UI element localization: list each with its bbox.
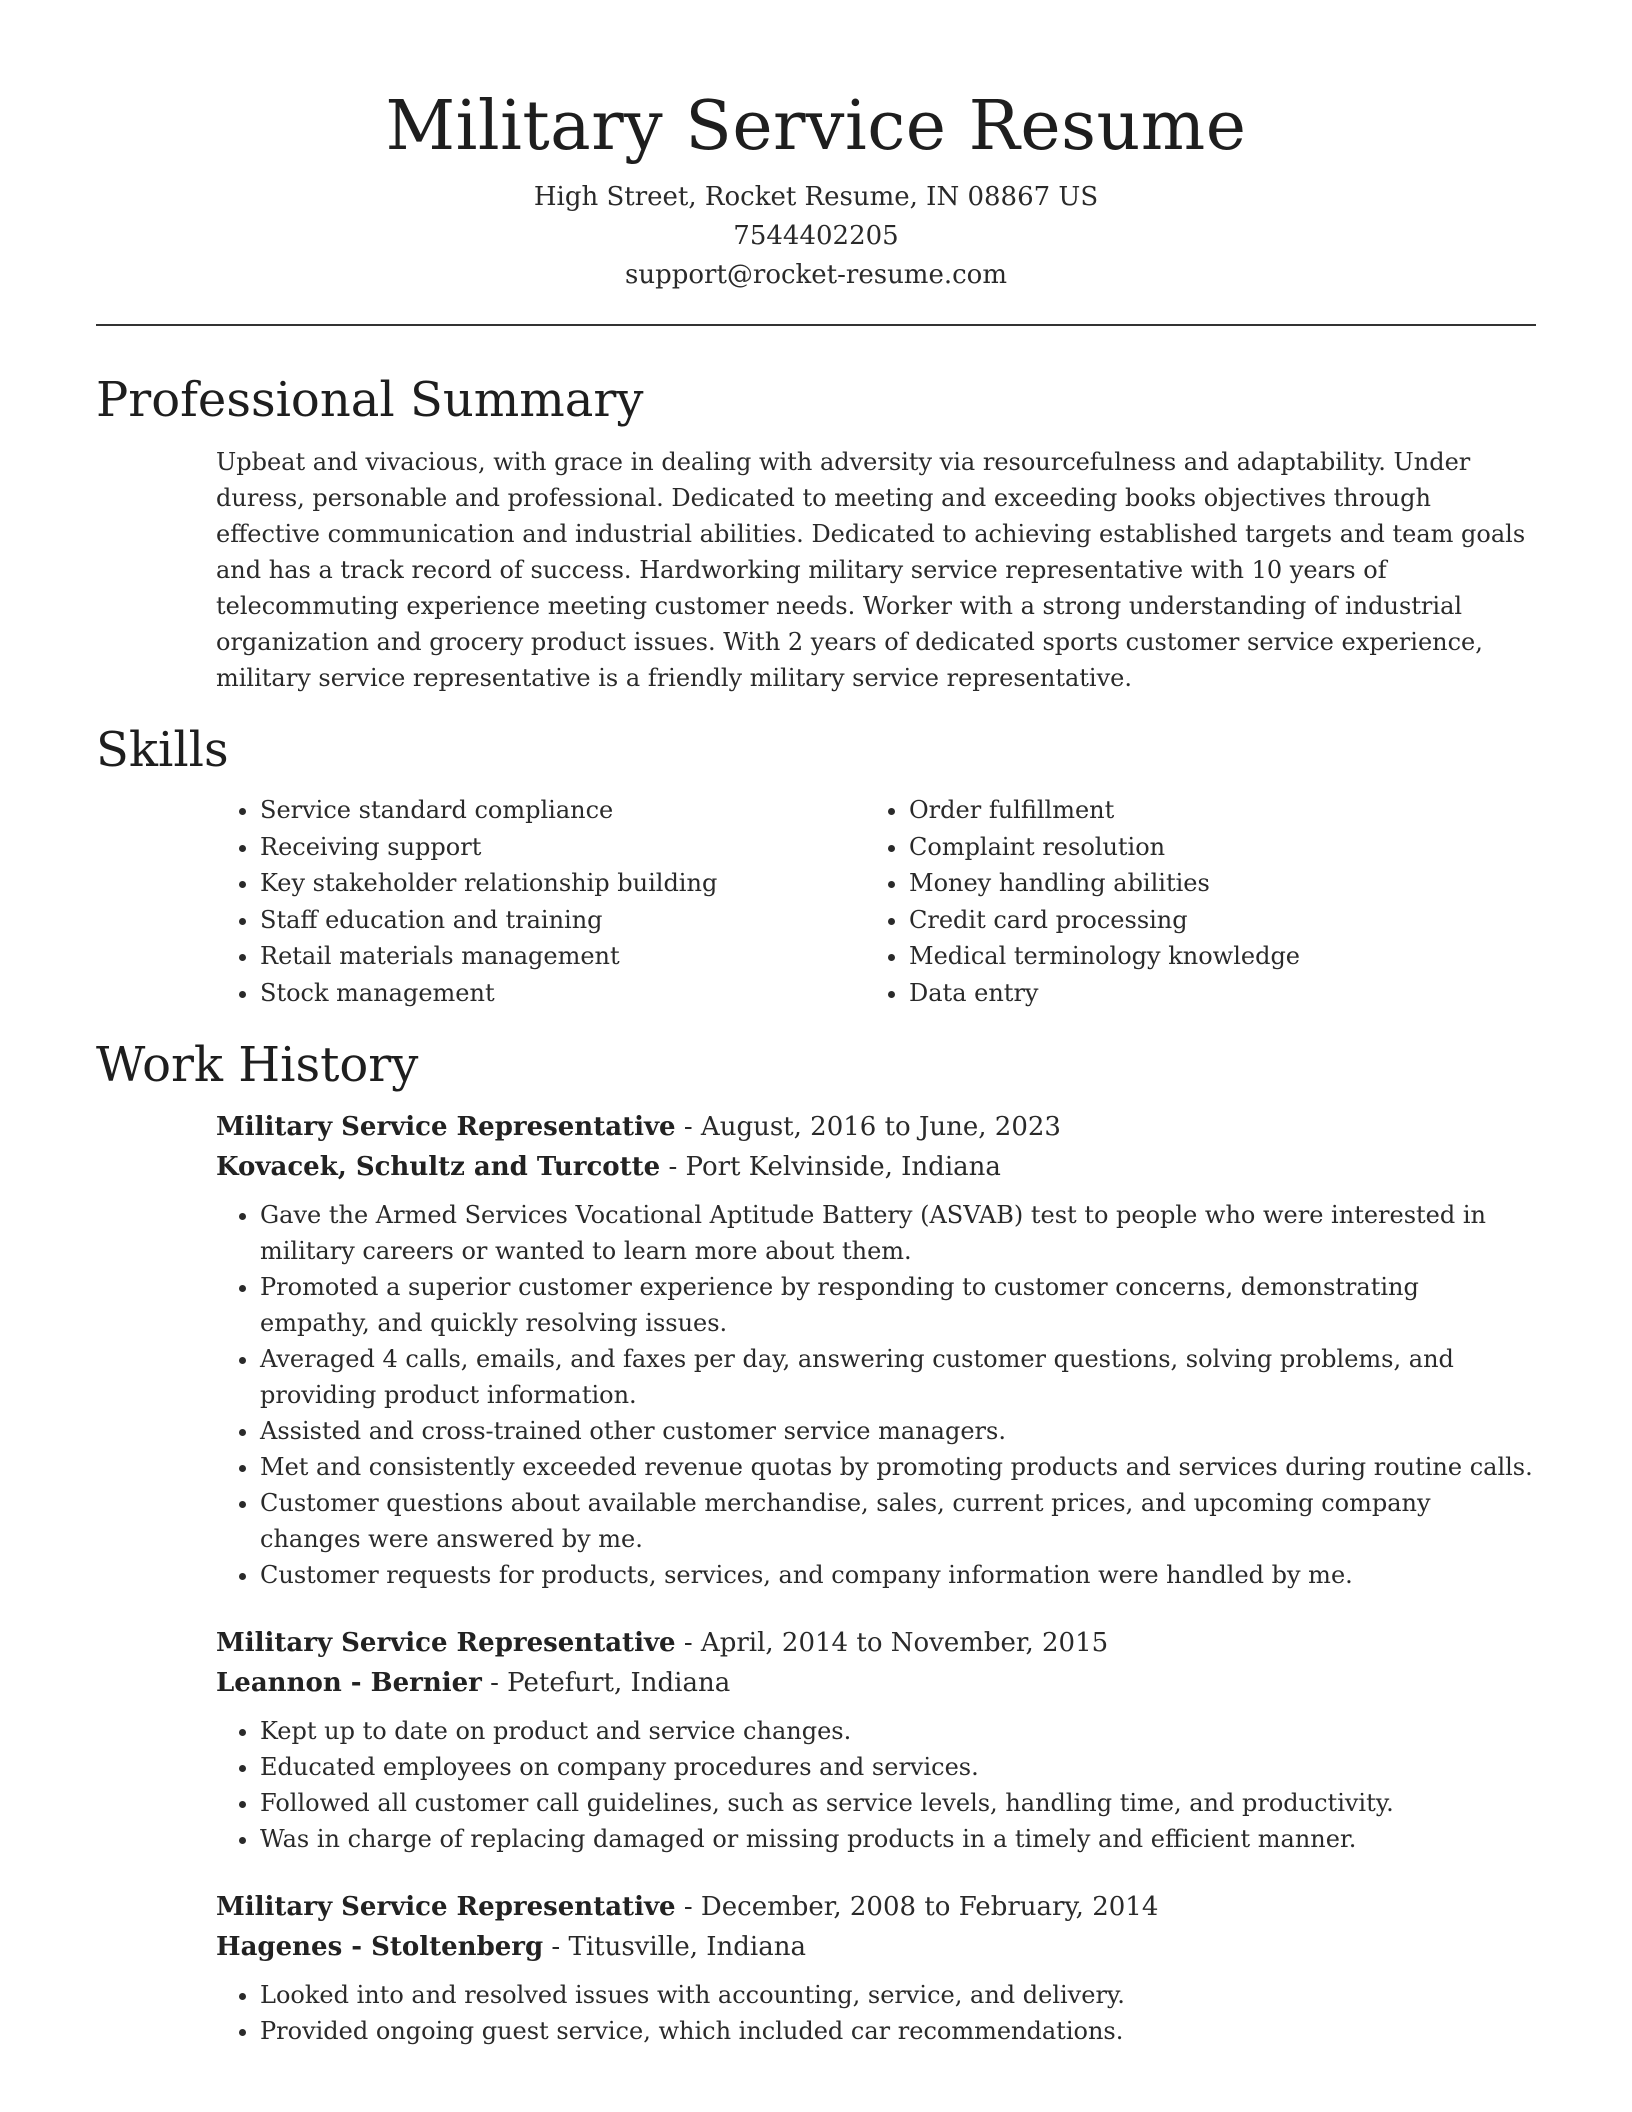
skill-item: • Staff education and training [260,902,865,939]
job-bullet: • Kept up to date on product and service changes. [260,1713,1536,1749]
job-company: Leannon - Bernier [216,1668,482,1698]
skill-item: • Order fulfillment [909,792,1509,829]
job-dates: - August, 2016 to June, 2023 [675,1112,1061,1142]
job-bullet: • Followed all customer call guidelines, such as service levels, handling time, and productivity. [260,1785,1536,1821]
job-location: - Titusville, Indiana [543,1932,806,1962]
resume-page [96,0,1536,2049]
skill-item: • Money handling abilities [909,865,1509,902]
skills-heading: Skills [96,722,229,778]
phone: 7544402205 [733,221,899,251]
skill-item: • Complaint resolution [909,829,1509,866]
resume-title: Military Service Resume [385,87,1247,166]
job-title-line [216,1623,1536,1663]
skill-item: • Retail materials management [260,938,865,975]
summary-text: Upbeat and vivacious, with grace in dealing with adversity via resourcefulness and adaptability. Under duress, personable and professional. Dedicated to meeting and exceeding books objectives through effective communication and industrial abilities. Dedicated to achieving established targets and team goals and has a track record of success. Hardworking military service representative with 10 years of telecommuting experience meeting customer needs. Worker with a strong understanding of industrial organization and grocery product issues. With 2 years of dedicated sports customer service experience, military service representative is a friendly military service representative. [216,448,1526,692]
skill-item: • Stock management [260,975,865,1012]
job-location: - Port Kelvinside, Indiana [660,1152,1001,1182]
skill-item: • Receiving support [260,829,865,866]
job-title-line [216,1887,1536,1927]
skills-list [216,792,1536,1011]
job-location: - Petefurt, Indiana [481,1668,731,1698]
job-entry [216,1623,1536,1857]
job-bullets [216,1713,1536,1857]
skill-item: • Credit card processing [909,902,1509,939]
summary-heading: Professional Summary [96,372,644,428]
job-title: Military Service Representative [216,1112,676,1142]
skill-item: • Data entry [909,975,1509,1012]
work-history-heading: Work History [96,1037,419,1093]
contact-block [96,178,1536,295]
job-bullet: • Gave the Armed Services Vocational Aptitude Battery (ASVAB) test to people who were interested in military careers or wanted to learn more about them. [260,1197,1536,1269]
job-company-line [216,1927,1536,1967]
job-bullet: • Averaged 4 calls, emails, and faxes per day, answering customer questions, solving problems, and providing product information. [260,1341,1536,1413]
job-title: Military Service Representative [216,1892,676,1922]
job-title-line [216,1107,1536,1147]
job-bullet: • Was in charge of replacing damaged or missing products in a timely and efficient manner. [260,1821,1536,1857]
job-entry [216,1887,1536,2049]
job-bullets [216,1197,1536,1593]
job-bullet: • Met and consistently exceeded revenue quotas by promoting products and services during routine calls. [260,1449,1536,1485]
job-bullet: • Assisted and cross-trained other customer service managers. [260,1413,1536,1449]
job-bullet: • Provided ongoing guest service, which included car recommendations. [260,2013,1536,2049]
job-company: Kovacek, Schultz and Turcotte [216,1152,661,1182]
job-bullet: • Looked into and resolved issues with accounting, service, and delivery. [260,1977,1536,2013]
job-dates: - April, 2014 to November, 2015 [675,1628,1109,1658]
skill-item: • Key stakeholder relationship building [260,865,865,902]
job-bullet: • Customer questions about available merchandise, sales, current prices, and upcoming company changes were answered by me. [260,1485,1536,1557]
job-dates: - December, 2008 to February, 2014 [675,1892,1159,1922]
skills-column-right [865,792,1509,1011]
job-company-line [216,1663,1536,1703]
job-company: Hagenes - Stoltenberg [216,1932,544,1962]
skill-item: • Service standard compliance [260,792,865,829]
job-bullet: • Promoted a superior customer experience by responding to customer concerns, demonstrating empathy, and quickly resolving issues. [260,1269,1536,1341]
job-bullets [216,1977,1536,2049]
skills-column-left [216,792,865,1011]
address: High Street, Rocket Resume, IN 08867 US [533,182,1099,212]
job-bullet: • Educated employees on company procedures and services. [260,1749,1536,1785]
job-bullet: • Customer requests for products, services, and company information were handled by me. [260,1557,1536,1593]
skill-item: • Medical terminology knowledge [909,938,1509,975]
job-entry [216,1107,1536,1593]
email: support@rocket-resume.com [624,260,1007,290]
job-company-line [216,1147,1536,1187]
header-divider [96,324,1536,326]
job-title: Military Service Representative [216,1628,676,1658]
